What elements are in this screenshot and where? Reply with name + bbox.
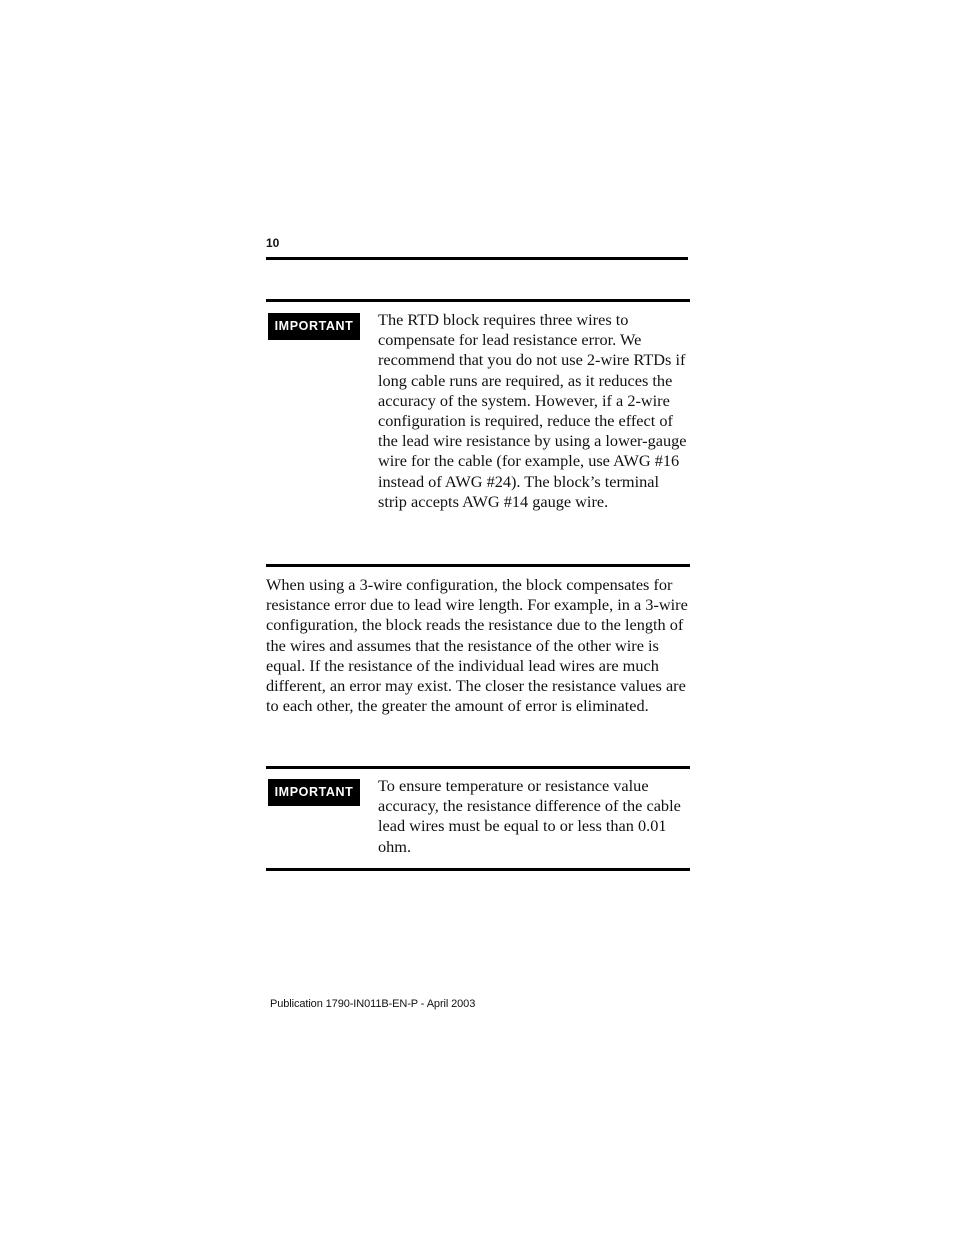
note-top-rule	[266, 299, 690, 302]
note-bottom-rule	[266, 868, 690, 871]
note-top-rule	[266, 766, 690, 769]
important-badge: IMPORTANT	[268, 779, 360, 806]
important-note-text: To ensure temperature or resistance value accuracy, the resistance difference of the cable lead wires must be equal to or less than 0.01 ohm.	[378, 776, 681, 856]
note-bottom-rule	[266, 564, 690, 567]
header-rule	[266, 257, 688, 260]
page-number: 10	[266, 236, 280, 250]
important-note-text: The RTD block requires three wires to compensate for lead resistance error. We recommend that you do not use 2-wire RTDs if long cable runs are required, as it reduces the accuracy of the system. However, if a 2-wire configuration is required, reduce the effect of the lead wire resistance by using a lower-gauge wire for the cable (for example, use AWG #16 instead of AWG #24). The block’s terminal strip accepts AWG #14 gauge wire.	[378, 310, 687, 511]
publication-footer: Publication 1790-IN011B-EN-P - April 2003	[270, 998, 476, 1010]
body-paragraph: When using a 3-wire configuration, the block compensates for resistance error due to lead wire length. For example, in a 3-wire configuration, the block reads the resistance due to the length of the wires and assumes that the resistance of the other wire is equal. If the resistance of the individual lead wires are much different, an error may exist. The closer the resistance values are to each other, the greater the amount of error is eliminated.	[266, 575, 688, 716]
important-badge: IMPORTANT	[268, 313, 360, 340]
